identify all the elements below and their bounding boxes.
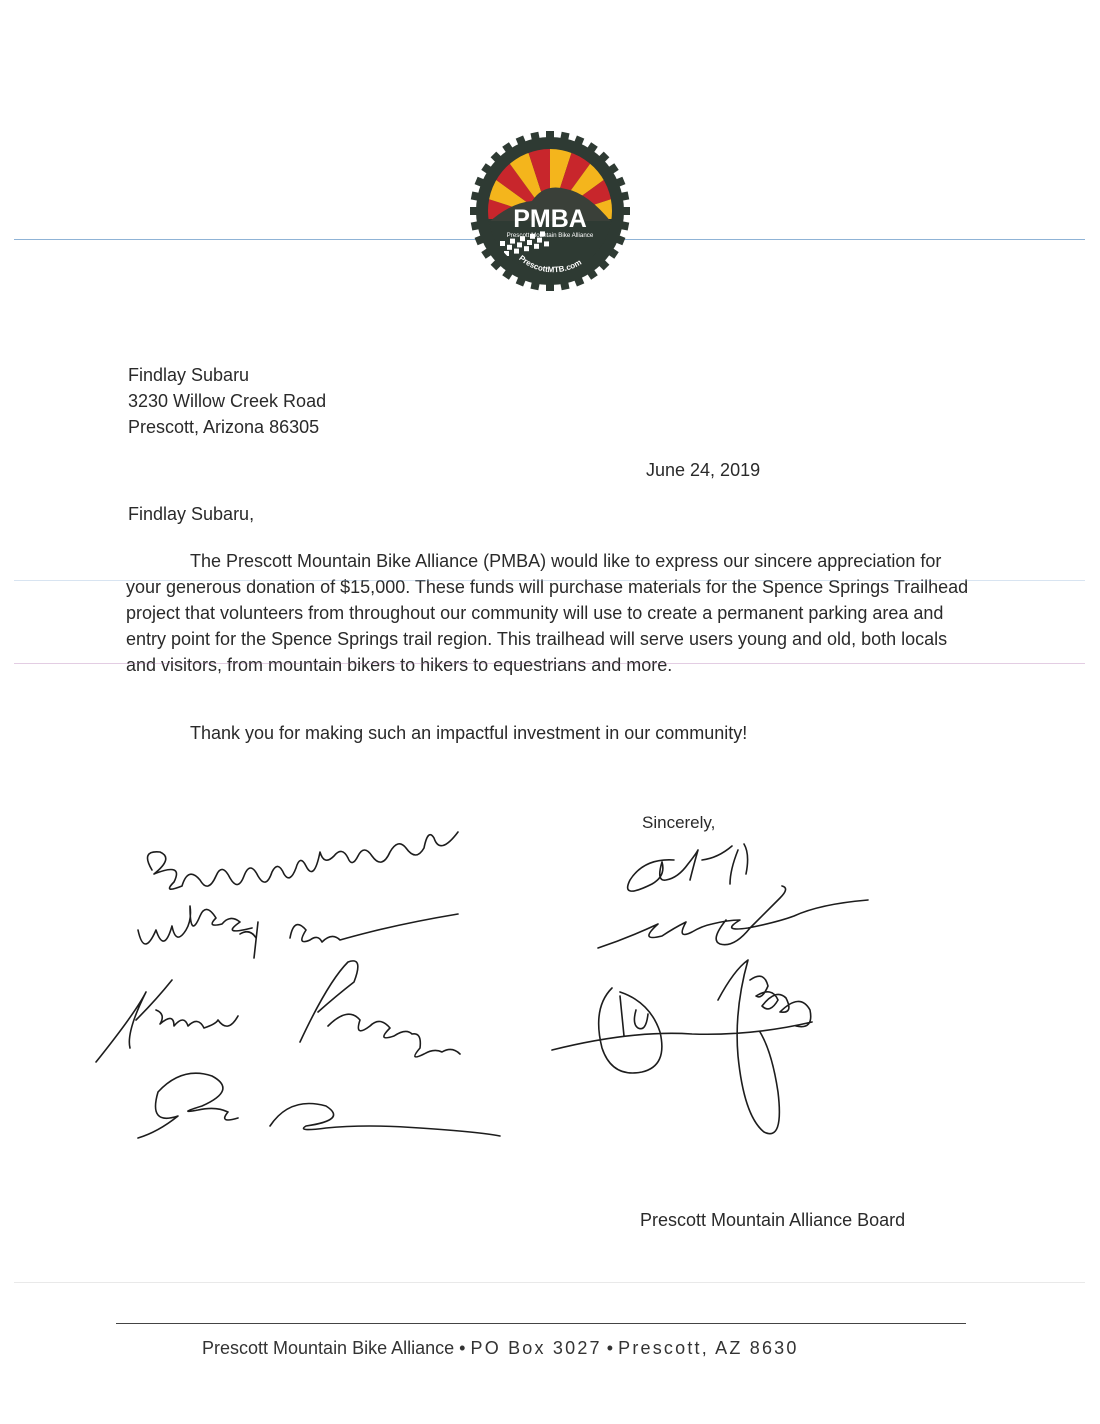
logo-subtitle: Prescott Mountain Bike Alliance <box>506 232 594 239</box>
footer-org: Prescott Mountain Bike Alliance <box>202 1338 455 1358</box>
recipient-city: Prescott, Arizona 86305 <box>128 417 320 437</box>
signature-right-1 <box>628 844 748 891</box>
recipient-name: Findlay Subaru <box>128 365 250 385</box>
signature-right-2 <box>598 886 868 948</box>
letter-body: The Prescott Mountain Bike Alliance (PMBA) would like to express our sincere appreciation for your generous donation of $15,000. These funds will purchase materials for the Spence Springs Trailhead project that volunteers from throughout our community will use to create a permanent parking area and entry point for the Spence Springs trail region. This trailhead will serve users young and old, both locals and visitors, from mountain bikers to hikers to equestrians and more. <box>126 551 969 675</box>
thanks-line: Thank you for making such an impactful investment in our community! <box>190 723 748 743</box>
footer-po-box: PO Box 3027 <box>470 1338 602 1358</box>
footer-separator: • <box>459 1338 466 1358</box>
salutation: Findlay Subaru, <box>128 504 255 524</box>
closing: Sincerely, <box>642 813 716 832</box>
signature-left-4 <box>138 1073 500 1138</box>
scan-line <box>14 663 1085 664</box>
footer-rule <box>116 1323 966 1324</box>
recipient-address <box>128 362 326 440</box>
pmba-logo <box>470 131 630 291</box>
footer-city: Prescott, AZ 8630 <box>618 1338 799 1358</box>
letter-date: June 24, 2019 <box>646 460 761 480</box>
signatures <box>90 830 990 1170</box>
signature-left-3 <box>96 961 460 1062</box>
scan-line <box>14 1282 1085 1283</box>
footer-separator: • <box>606 1338 614 1358</box>
signature-right-3 <box>552 960 812 1134</box>
logo-acronym: PMBA <box>513 205 587 233</box>
signature-left-2 <box>138 906 458 958</box>
scan-line <box>14 580 1085 581</box>
recipient-street: 3230 Willow Creek Road <box>128 391 327 411</box>
footer <box>202 1338 799 1359</box>
logo-url: PrescottMTB.com <box>517 253 584 275</box>
signatory-name: Prescott Mountain Alliance Board <box>640 1210 906 1230</box>
signature-left-1 <box>148 832 459 889</box>
